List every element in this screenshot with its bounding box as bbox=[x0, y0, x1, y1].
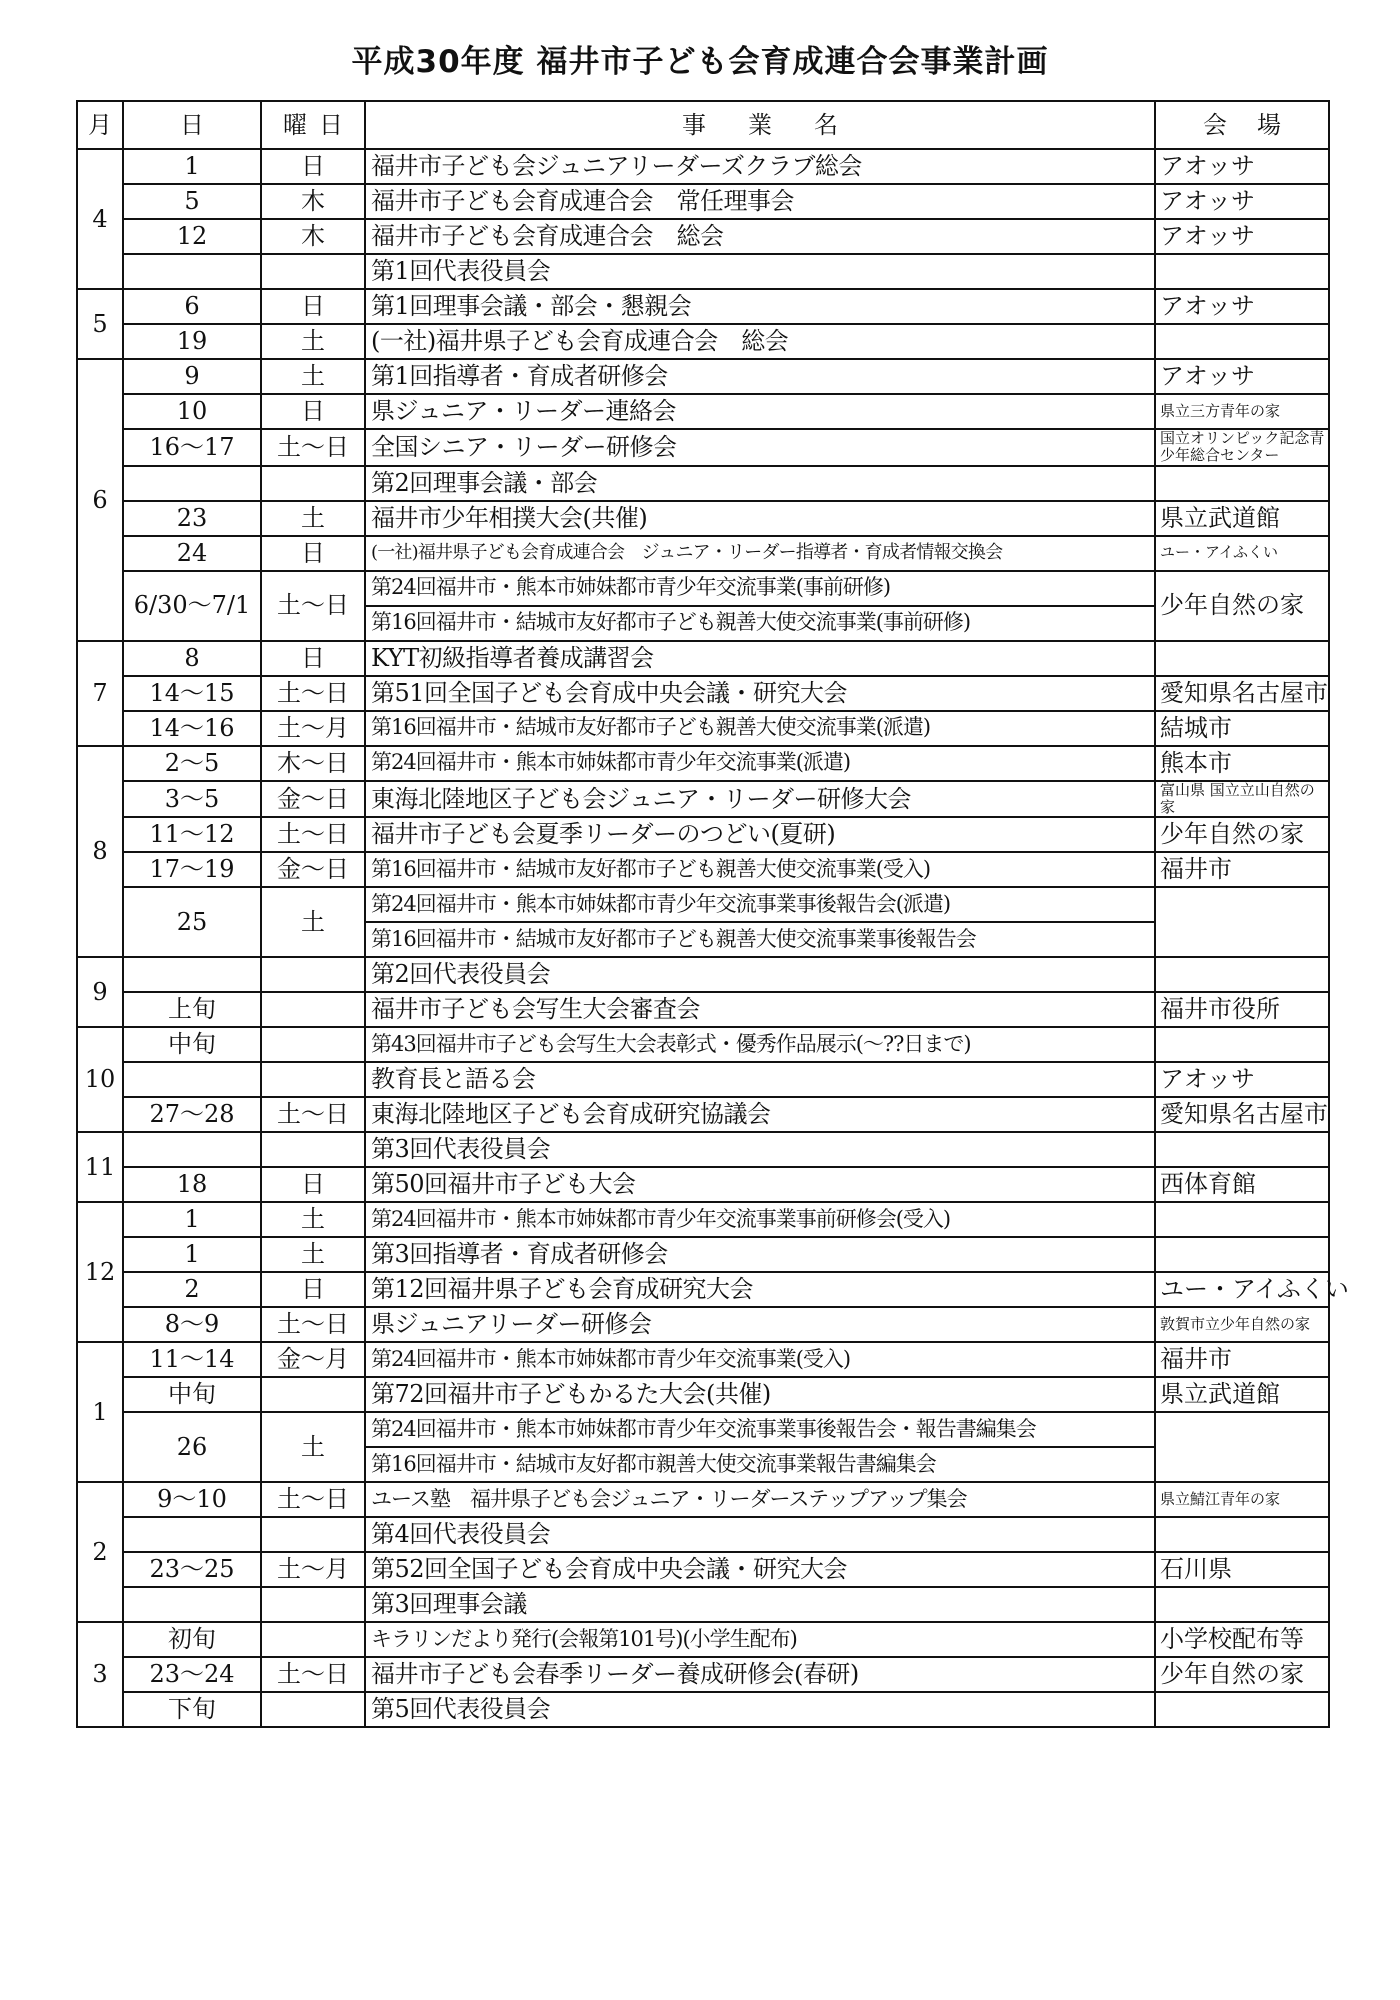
weekday-cell: 日 bbox=[261, 641, 365, 676]
event-cell: 第4回代表役員会 bbox=[365, 1517, 1155, 1552]
weekday-cell: 木～日 bbox=[261, 746, 365, 781]
weekday-cell: 金～日 bbox=[261, 852, 365, 887]
event-cell: 第24回福井市・熊本市姉妹都市青少年交流事業事後報告会・報告書編集会 bbox=[365, 1412, 1155, 1447]
table-row bbox=[77, 1692, 1329, 1727]
day-cell: 24 bbox=[123, 536, 261, 571]
event-cell: 東海北陸地区子ども会育成研究協議会 bbox=[365, 1097, 1155, 1132]
table-row bbox=[77, 429, 1329, 466]
weekday-cell bbox=[261, 1587, 365, 1622]
day-cell: 9～10 bbox=[123, 1482, 261, 1517]
month-cell: 7 bbox=[77, 641, 123, 746]
venue-cell bbox=[1155, 254, 1329, 289]
day-cell: 17～19 bbox=[123, 852, 261, 887]
weekday-cell: 土～日 bbox=[261, 429, 365, 466]
event-cell: 第1回理事会議・部会・懇親会 bbox=[365, 289, 1155, 324]
venue-cell: 福井市役所 bbox=[1155, 992, 1329, 1027]
table-row bbox=[77, 1482, 1329, 1517]
event-cell: 第43回福井市子ども会写生大会表彰式・優秀作品展示(～??日まで) bbox=[365, 1027, 1155, 1062]
weekday-cell: 土～日 bbox=[261, 817, 365, 852]
venue-cell: アオッサ bbox=[1155, 184, 1329, 219]
day-cell: 25 bbox=[123, 887, 261, 957]
venue-cell: 熊本市 bbox=[1155, 746, 1329, 781]
day-cell: 5 bbox=[123, 184, 261, 219]
venue-cell: ユー・アイふくい bbox=[1155, 1272, 1329, 1307]
table-row bbox=[77, 1202, 1329, 1237]
header-month: 月 bbox=[77, 101, 123, 149]
venue-cell: 愛知県名古屋市 bbox=[1155, 1097, 1329, 1132]
day-cell bbox=[123, 1132, 261, 1167]
event-cell: 第3回代表役員会 bbox=[365, 1132, 1155, 1167]
venue-cell bbox=[1155, 1412, 1329, 1482]
day-cell: 初旬 bbox=[123, 1622, 261, 1657]
venue-cell bbox=[1155, 324, 1329, 359]
day-cell: 6 bbox=[123, 289, 261, 324]
venue-cell: 県立三方青年の家 bbox=[1155, 394, 1329, 429]
month-cell: 8 bbox=[77, 746, 123, 958]
header-weekday: 曜日 bbox=[261, 101, 365, 149]
day-cell bbox=[123, 1517, 261, 1552]
venue-cell bbox=[1155, 1237, 1329, 1272]
event-cell: 第5回代表役員会 bbox=[365, 1692, 1155, 1727]
venue-cell: 少年自然の家 bbox=[1155, 571, 1329, 641]
weekday-cell bbox=[261, 957, 365, 992]
header-row bbox=[77, 101, 1329, 149]
venue-cell: 愛知県名古屋市 bbox=[1155, 676, 1329, 711]
weekday-cell bbox=[261, 1062, 365, 1097]
weekday-cell: 木 bbox=[261, 184, 365, 219]
table-row bbox=[77, 641, 1329, 676]
day-cell: 3～5 bbox=[123, 781, 261, 818]
day-cell: 1 bbox=[123, 149, 261, 184]
weekday-cell: 土～日 bbox=[261, 571, 365, 641]
event-cell: 第24回福井市・熊本市姉妹都市青少年交流事業事後報告会(派遣) bbox=[365, 887, 1155, 922]
day-cell: 10 bbox=[123, 394, 261, 429]
event-cell: 福井市子ども会写生大会審査会 bbox=[365, 992, 1155, 1027]
table-row bbox=[77, 324, 1329, 359]
day-cell: 12 bbox=[123, 219, 261, 254]
table-row bbox=[77, 149, 1329, 184]
venue-cell: 福井市 bbox=[1155, 852, 1329, 887]
event-cell: 第72回福井市子どもかるた大会(共催) bbox=[365, 1377, 1155, 1412]
venue-cell: アオッサ bbox=[1155, 359, 1329, 394]
month-cell: 4 bbox=[77, 149, 123, 289]
table-row bbox=[77, 184, 1329, 219]
table-row bbox=[77, 466, 1329, 501]
schedule-table bbox=[76, 100, 1349, 1728]
venue-cell: 小学校配布等 bbox=[1155, 1622, 1329, 1657]
day-cell: 27～28 bbox=[123, 1097, 261, 1132]
table-row bbox=[77, 1132, 1329, 1167]
table-row bbox=[77, 711, 1329, 746]
event-cell: KYT初級指導者養成講習会 bbox=[365, 641, 1155, 676]
weekday-cell: 土～日 bbox=[261, 1482, 365, 1517]
weekday-cell: 土～日 bbox=[261, 1657, 365, 1692]
venue-cell: 県立武道館 bbox=[1155, 1377, 1329, 1412]
event-cell: 第51回全国子ども会育成中央会議・研究大会 bbox=[365, 676, 1155, 711]
event-cell: 福井市少年相撲大会(共催) bbox=[365, 501, 1155, 536]
weekday-cell: 土～日 bbox=[261, 1307, 365, 1342]
table-row bbox=[77, 219, 1329, 254]
day-cell: 2 bbox=[123, 1272, 261, 1307]
venue-cell: ユー・アイふくい bbox=[1155, 536, 1329, 571]
venue-cell bbox=[1155, 957, 1329, 992]
event-cell: 第3回指導者・育成者研修会 bbox=[365, 1237, 1155, 1272]
table-row bbox=[77, 1622, 1329, 1657]
weekday-cell: 金～日 bbox=[261, 781, 365, 818]
day-cell: 上旬 bbox=[123, 992, 261, 1027]
month-cell: 5 bbox=[77, 289, 123, 359]
weekday-cell: 土 bbox=[261, 1237, 365, 1272]
table-row bbox=[77, 817, 1329, 852]
venue-cell: 福井市 bbox=[1155, 1342, 1329, 1377]
event-cell: 東海北陸地区子ども会ジュニア・リーダー研修大会 bbox=[365, 781, 1155, 818]
table-row bbox=[77, 1377, 1329, 1412]
weekday-cell: 土 bbox=[261, 359, 365, 394]
venue-cell: 結城市 bbox=[1155, 711, 1329, 746]
day-cell: 1 bbox=[123, 1202, 261, 1237]
weekday-cell bbox=[261, 466, 365, 501]
header-day: 日 bbox=[123, 101, 261, 149]
weekday-cell bbox=[261, 1692, 365, 1727]
event-cell: 第50回福井市子ども大会 bbox=[365, 1167, 1155, 1202]
table-row bbox=[77, 1272, 1329, 1307]
venue-cell: アオッサ bbox=[1155, 289, 1329, 324]
header-venue: 会場 bbox=[1155, 101, 1329, 149]
table-row bbox=[77, 957, 1329, 992]
day-cell: 8 bbox=[123, 641, 261, 676]
venue-cell bbox=[1155, 1692, 1329, 1727]
day-cell: 9 bbox=[123, 359, 261, 394]
venue-cell: 少年自然の家 bbox=[1155, 817, 1329, 852]
table-row bbox=[77, 1657, 1329, 1692]
day-cell: 中旬 bbox=[123, 1377, 261, 1412]
weekday-cell: 土～月 bbox=[261, 711, 365, 746]
table-row bbox=[77, 1342, 1329, 1377]
event-cell: ユース塾 福井県子ども会ジュニア・リーダーステップアップ集会 bbox=[365, 1482, 1155, 1517]
event-cell: 第1回指導者・育成者研修会 bbox=[365, 359, 1155, 394]
venue-cell bbox=[1155, 1517, 1329, 1552]
venue-cell: 国立オリンピック記念青少年総合センター bbox=[1155, 429, 1329, 466]
weekday-cell: 土～日 bbox=[261, 1097, 365, 1132]
table-row bbox=[77, 852, 1329, 887]
venue-cell bbox=[1155, 1587, 1329, 1622]
day-cell bbox=[123, 1587, 261, 1622]
event-cell: 県ジュニア・リーダー連絡会 bbox=[365, 394, 1155, 429]
event-cell: 教育長と語る会 bbox=[365, 1062, 1155, 1097]
event-cell: 第24回福井市・熊本市姉妹都市青少年交流事業(受入) bbox=[365, 1342, 1155, 1377]
day-cell: 19 bbox=[123, 324, 261, 359]
table-row bbox=[77, 359, 1329, 394]
event-cell: 第3回理事会議 bbox=[365, 1587, 1155, 1622]
weekday-cell bbox=[261, 1622, 365, 1657]
event-cell: (一社)福井県子ども会育成連合会 ジュニア・リーダー指導者・育成者情報交換会 bbox=[365, 536, 1155, 571]
table-row bbox=[77, 1412, 1329, 1447]
day-cell: 6/30～7/1 bbox=[123, 571, 261, 641]
table-row bbox=[77, 1167, 1329, 1202]
weekday-cell: 日 bbox=[261, 1272, 365, 1307]
weekday-cell bbox=[261, 1132, 365, 1167]
event-cell: 第1回代表役員会 bbox=[365, 254, 1155, 289]
weekday-cell: 日 bbox=[261, 1167, 365, 1202]
weekday-cell bbox=[261, 254, 365, 289]
table-row bbox=[77, 1587, 1329, 1622]
venue-cell bbox=[1155, 1202, 1329, 1237]
weekday-cell: 土 bbox=[261, 1412, 365, 1482]
table-row bbox=[77, 394, 1329, 429]
table-row bbox=[77, 887, 1329, 922]
weekday-cell bbox=[261, 1517, 365, 1552]
weekday-cell: 日 bbox=[261, 149, 365, 184]
weekday-cell: 土～月 bbox=[261, 1552, 365, 1587]
day-cell: 23 bbox=[123, 501, 261, 536]
event-cell: キラリンだより発行(会報第101号)(小学生配布) bbox=[365, 1622, 1155, 1657]
day-cell: 16～17 bbox=[123, 429, 261, 466]
month-cell: 6 bbox=[77, 359, 123, 641]
event-cell: 第12回福井県子ども会育成研究大会 bbox=[365, 1272, 1155, 1307]
table-row bbox=[77, 254, 1329, 289]
table-row bbox=[77, 1517, 1329, 1552]
day-cell: 26 bbox=[123, 1412, 261, 1482]
venue-cell bbox=[1155, 1027, 1329, 1062]
venue-cell bbox=[1155, 887, 1329, 957]
table-row bbox=[77, 501, 1329, 536]
venue-cell bbox=[1155, 1132, 1329, 1167]
venue-cell: アオッサ bbox=[1155, 149, 1329, 184]
day-cell bbox=[123, 466, 261, 501]
event-cell: 第52回全国子ども会育成中央会議・研究大会 bbox=[365, 1552, 1155, 1587]
event-cell: 福井市子ども会夏季リーダーのつどい(夏研) bbox=[365, 817, 1155, 852]
venue-cell bbox=[1155, 641, 1329, 676]
table-row bbox=[77, 746, 1329, 781]
weekday-cell: 金～月 bbox=[261, 1342, 365, 1377]
weekday-cell: 土 bbox=[261, 1202, 365, 1237]
table-row bbox=[77, 992, 1329, 1027]
day-cell: 23～25 bbox=[123, 1552, 261, 1587]
event-cell: 福井市子ども会ジュニアリーダーズクラブ総会 bbox=[365, 149, 1155, 184]
venue-cell bbox=[1155, 466, 1329, 501]
event-cell: 第16回福井市・結城市友好都市親善大使交流事業報告書編集会 bbox=[365, 1447, 1155, 1482]
table-row bbox=[77, 1062, 1329, 1097]
table-row bbox=[77, 1552, 1329, 1587]
schedule-body bbox=[77, 149, 1349, 1727]
event-cell: (一社)福井県子ども会育成連合会 総会 bbox=[365, 324, 1155, 359]
event-cell: 第16回福井市・結城市友好都市子ども親善大使交流事業事後報告会 bbox=[365, 922, 1155, 957]
weekday-cell bbox=[261, 1377, 365, 1412]
event-cell: 第24回福井市・熊本市姉妹都市青少年交流事業(派遣) bbox=[365, 746, 1155, 781]
day-cell: 中旬 bbox=[123, 1027, 261, 1062]
day-cell: 11～12 bbox=[123, 817, 261, 852]
day-cell: 下旬 bbox=[123, 1692, 261, 1727]
weekday-cell: 日 bbox=[261, 289, 365, 324]
weekday-cell: 日 bbox=[261, 394, 365, 429]
day-cell: 14～16 bbox=[123, 711, 261, 746]
day-cell: 23～24 bbox=[123, 1657, 261, 1692]
weekday-cell bbox=[261, 992, 365, 1027]
weekday-cell: 日 bbox=[261, 536, 365, 571]
weekday-cell: 土 bbox=[261, 324, 365, 359]
event-cell: 第24回福井市・熊本市姉妹都市青少年交流事業事前研修会(受入) bbox=[365, 1202, 1155, 1237]
weekday-cell: 土～日 bbox=[261, 676, 365, 711]
day-cell bbox=[123, 254, 261, 289]
table-row bbox=[77, 781, 1329, 818]
table-row bbox=[77, 676, 1329, 711]
month-cell: 12 bbox=[77, 1202, 123, 1342]
venue-cell: 富山県 国立立山自然の家 bbox=[1155, 781, 1329, 818]
month-cell: 3 bbox=[77, 1622, 123, 1727]
table-row bbox=[77, 289, 1329, 324]
month-cell: 11 bbox=[77, 1132, 123, 1202]
venue-cell: 県立武道館 bbox=[1155, 501, 1329, 536]
table-row bbox=[77, 1097, 1329, 1132]
day-cell: 8～9 bbox=[123, 1307, 261, 1342]
day-cell bbox=[123, 1062, 261, 1097]
venue-cell: 石川県 bbox=[1155, 1552, 1329, 1587]
event-cell: 福井市子ども会春季リーダー養成研修会(春研) bbox=[365, 1657, 1155, 1692]
weekday-cell: 土 bbox=[261, 887, 365, 957]
table-row bbox=[77, 1027, 1329, 1062]
venue-cell: 敦賀市立少年自然の家 bbox=[1155, 1307, 1329, 1342]
header-event: 事業名 bbox=[365, 101, 1155, 149]
event-cell: 第16回福井市・結城市友好都市子ども親善大使交流事業(派遣) bbox=[365, 711, 1155, 746]
event-cell: 第16回福井市・結城市友好都市子ども親善大使交流事業(受入) bbox=[365, 852, 1155, 887]
event-cell: 県ジュニアリーダー研修会 bbox=[365, 1307, 1155, 1342]
event-cell: 福井市子ども会育成連合会 総会 bbox=[365, 219, 1155, 254]
venue-cell: アオッサ bbox=[1155, 1062, 1329, 1097]
day-cell bbox=[123, 957, 261, 992]
weekday-cell: 土 bbox=[261, 501, 365, 536]
venue-cell: 県立鯖江青年の家 bbox=[1155, 1482, 1329, 1517]
month-cell: 1 bbox=[77, 1342, 123, 1482]
event-cell: 第2回代表役員会 bbox=[365, 957, 1155, 992]
day-cell: 11～14 bbox=[123, 1342, 261, 1377]
page-title: 平成30年度 福井市子ども会育成連合会事業計画 bbox=[351, 44, 1049, 80]
venue-cell: 少年自然の家 bbox=[1155, 1657, 1329, 1692]
venue-cell: アオッサ bbox=[1155, 219, 1329, 254]
weekday-cell bbox=[261, 1027, 365, 1062]
event-cell: 全国シニア・リーダー研修会 bbox=[365, 429, 1155, 466]
month-cell: 2 bbox=[77, 1482, 123, 1622]
day-cell: 14～15 bbox=[123, 676, 261, 711]
table-row bbox=[77, 571, 1329, 606]
table-row bbox=[77, 1307, 1329, 1342]
event-cell: 第2回理事会議・部会 bbox=[365, 466, 1155, 501]
weekday-cell: 木 bbox=[261, 219, 365, 254]
event-cell: 福井市子ども会育成連合会 常任理事会 bbox=[365, 184, 1155, 219]
day-cell: 2～5 bbox=[123, 746, 261, 781]
event-cell: 第16回福井市・結城市友好都市子ども親善大使交流事業(事前研修) bbox=[365, 606, 1155, 641]
day-cell: 18 bbox=[123, 1167, 261, 1202]
event-cell: 第24回福井市・熊本市姉妹都市青少年交流事業(事前研修) bbox=[365, 571, 1155, 606]
table-row bbox=[77, 1237, 1329, 1272]
venue-cell: 西体育館 bbox=[1155, 1167, 1329, 1202]
month-cell: 10 bbox=[77, 1027, 123, 1132]
month-cell: 9 bbox=[77, 957, 123, 1027]
day-cell: 1 bbox=[123, 1237, 261, 1272]
table-row bbox=[77, 536, 1329, 571]
